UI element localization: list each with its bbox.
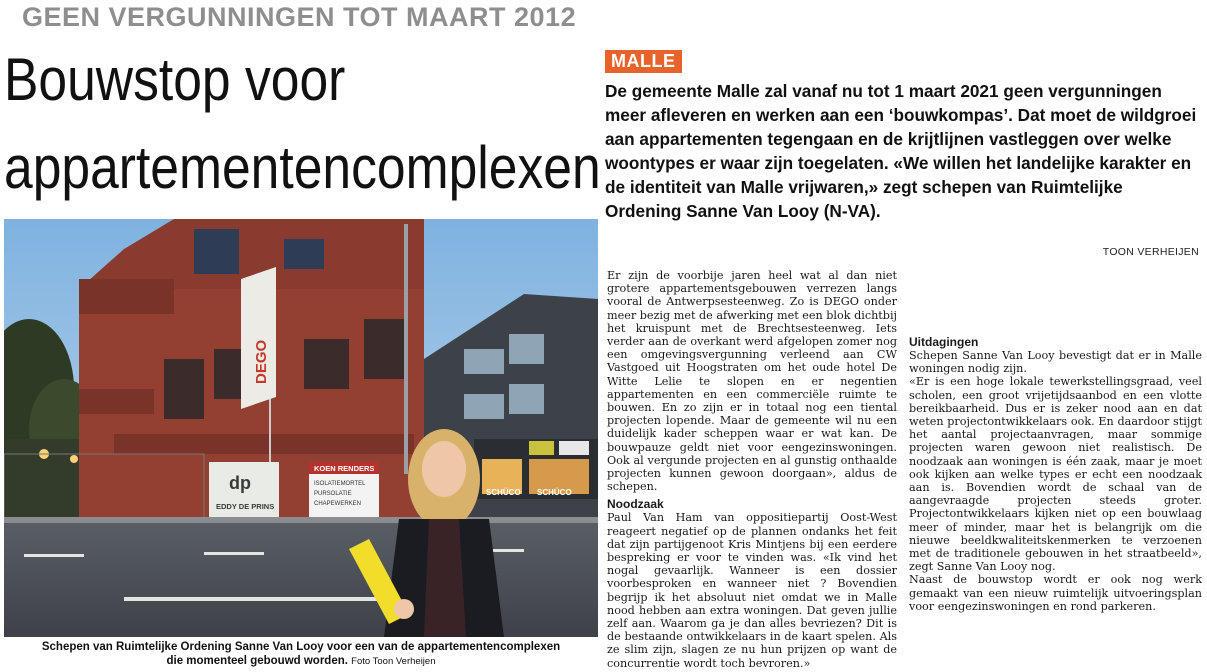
subheading-uitdagingen: Uitdagingen xyxy=(909,335,979,349)
intro-text: De gemeente Malle zal vanaf nu tot 1 maart 2021 geen vergunningen meer afleveren en werken aan een ‘bouwkompas’. Dat moet de wildgroei aan appartementen tegengaan en de krijtlijnen vastleggen over welke woontypes er waar zijn toegelaten. «We willen het landelijke karakter en de identiteit van Malle vrijwaren,» zegt schepen van Ruimtelijke Ordening Sanne Van Looy (N-VA). xyxy=(605,81,1197,221)
body-column-2 xyxy=(909,269,1202,613)
caption-line-2: die momenteel gebouwd worden. xyxy=(166,655,348,667)
body-paragraph-1: Er zijn de voorbije jaren heel wat al dan niet grotere appartementsgebouwen verrezen langs vooral de Antwerpsesteenweg. Zo is DEGO onder meer bezig met de afwerking met een blok dichtbij het kruispunt met de Brechtsesteenweg. Iets verder aan de overkant werd afgelopen zomer nog een omgevingsvergunning verleend aan CW Vastgoed uit Hoogstraten om het oude hotel De Witte Lelie te slopen en er negentien appartementen en een commerciële ruimte te bouwen. En zo zijn er in totaal nog een tiental projecten lopende. Maar de gemeente wil nu een duidelijk kader scheppen waar er wat kan. De bouwpauze geldt niet voor eengezinswoningen. Ook al vergunde projecten en al gunstig onthaalde projecten kunnen gewoon doorgaan», aldus de schepen. xyxy=(607,269,897,494)
koen-sub-3: CHAPEWERKEN xyxy=(314,501,362,507)
article-photo xyxy=(4,219,598,637)
subheading-noodzaak: Noodzaak xyxy=(607,497,664,512)
intro-paragraph xyxy=(605,79,1201,223)
body-paragraph-2: Paul Van Ham van oppositiepartij Oost-West reageert negatief op de plannen ondanks het feit dat zijn partijgenoot Kris Mintjens bij een eerdere bespreking er voor te vinden was. «Ik vind het nogal gevaarlijk. Wanneer is een dossier voorbesproken en wanneer niet ? Bovendien begrijp ik het absoluut niet omdat we in Malle nood hebben aan extra woningen. Dat geven jullie zelf aan. Waarom ga je dan alles bevriezen? Dit is de bestaande ontwikkelaars in de kaart spelen. Als ze slim zijn, slagen ze nu hun prijzen op want de concurrentie wordt toch bevroren.» xyxy=(607,511,897,670)
koen-renders-sign: KOEN RENDERS xyxy=(314,464,375,473)
photo-caption xyxy=(4,640,598,669)
location-tag: MALLE xyxy=(605,50,682,73)
caption-line-1: Schepen van Ruimtelijke Ordening Sanne Van Looy voor een van de appartementencomplexen xyxy=(41,641,561,653)
shop-sign-1: SCHÜCO xyxy=(537,488,572,497)
headline-line-1: Bouwstop voor xyxy=(4,46,346,113)
body-column-1 xyxy=(607,269,897,670)
photo-credit: Foto Toon Verheijen xyxy=(351,656,436,667)
kicker: GEEN VERGUNNINGEN TOT MAART 2012 xyxy=(22,2,577,32)
shop-sign-2: SCHÜCO xyxy=(486,488,521,497)
koen-sub-1: ISOLATIEMORTEL xyxy=(314,481,366,487)
eddy-de-prins-sign: EDDY DE PRINS xyxy=(216,502,275,511)
koen-sub-2: PURSOLATIE xyxy=(314,491,352,497)
dego-banner: DEGO xyxy=(253,339,270,384)
body-paragraph-5: Naast de bouwstop wordt er ook nog werk gemaakt van een nieuw ruimtelijk uitvoeringsplan voor eengezinswoningen en rond parkeren. xyxy=(909,573,1202,613)
byline: TOON VERHEIJEN xyxy=(1102,246,1199,258)
body-paragraph-4: «Er is een hoge lokale tewerkstellingsgraad, veel scholen, een groot vrijetijdsaanbod en een vlotte bereikbaarheid. Dus er is zeker nood aan en dat weten projectontwikkelaars ook. En daardoor stijgt het aantal projectaanvragen, maar sommige projecten waren gewoon niet realistisch. De noodzaak aan woningen is één zaak, maar je moet ook kijken aan welke types er echt een noodzaak aan is. Bovendien wordt de schaal van de aangevraagde projecten steeds groter. Projectontwikkelaars kijken niet op een bouwlaag meer of minder, maar het is belangrijk om die nieuwe beeldkwaliteitskenmerken te verzoenen met de traditionele gebouwen in het straatbeeld», zegt Sanne Van Looy nog. xyxy=(909,375,1202,574)
headline-line-2: appartementencomplexen xyxy=(4,134,601,201)
dp-logo: dp xyxy=(229,473,251,493)
body-paragraph-3: Schepen Sanne Van Looy bevestigt dat er in Malle woningen nodig zijn. xyxy=(909,349,1202,376)
